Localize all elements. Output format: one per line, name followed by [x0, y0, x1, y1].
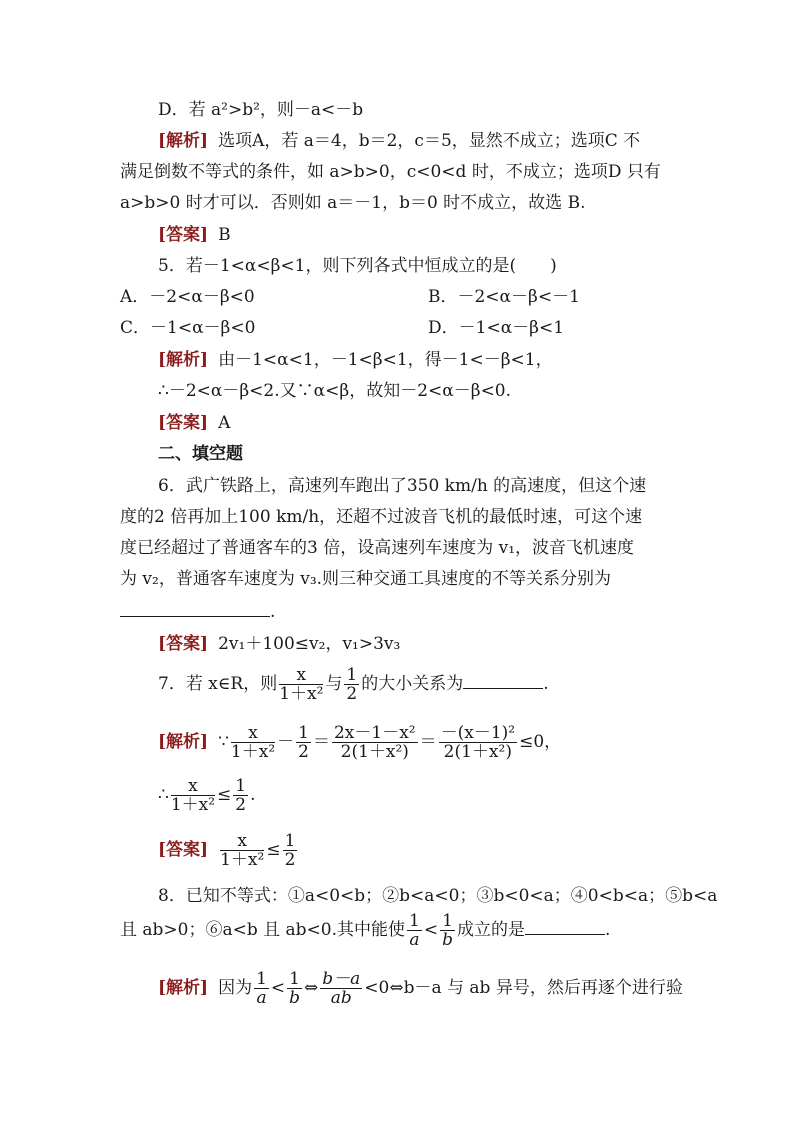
question-6-line-2: 度的2 倍再加上100 km/h，还超不过波音飞机的最低时速，可这个速 [120, 507, 643, 527]
analysis-5-line-2: ∴－2<α－β<2.又∵α<β，故知－2<α－β<0. [158, 381, 512, 401]
option-b: B．－2<α－β<－1 [428, 287, 580, 307]
analysis-tag: [解析] [158, 131, 209, 151]
analysis-tag: [解析] [158, 978, 209, 998]
question-8-line-1: 8．已知不等式：①a<0<b；②b<a<0；③b<0<a；④0<b<a；⑤b<a [158, 886, 718, 906]
fraction-one-half: $\frac{1}{2}$ [346, 665, 358, 704]
fraction-x-over-1px2: $\frac{x}{\text{1＋x²}}$ [279, 665, 324, 704]
options-row-2 [120, 318, 720, 338]
analysis-7-line-2: ∴ $\frac{x}{\text{1＋x²}}$ ≤ $\frac{1}{2}$ . [158, 776, 256, 815]
answer-value: 2v₁＋100≤v₂，v₁>3v₃ [218, 634, 401, 654]
analysis-line-2: 满足倒数不等式的条件，如 a>b>0，c<0<d 时，不成立；选项D 只有 [120, 162, 661, 182]
question-8-line-2: 且 ab>0；⑥a<b 且 ab<0.其中能使 $\frac{1}{a}$ < $\frac{1}{b}$ 成立的是 . [120, 911, 611, 950]
answer-blank [120, 600, 270, 617]
analysis-7-line-1: [解析] ∵ $\frac{x}{\text{1＋x²}}$ － $\frac{1}{2}$ ＝ $\frac{\text{2x－1－x²}}{\text{2(1＋x²)}}$ ＝ $\frac{\text{－(x－1)²}}{\text{2(1＋x²)}}$ ≤0， [158, 723, 562, 762]
answer-tag: [答案] [158, 634, 209, 654]
answer-line-4 [158, 225, 231, 245]
analysis-text: 由－1<α<1，－1<β<1，得－1<－β<1， [218, 350, 553, 370]
analysis-8-line: [解析] 因为 $\frac{1}{a}$ < $\frac{1}{b}$ ⇔ $\frac{b-a}{ab}$ <0⇔b－a 与 ab 异号，然后再逐个进行验 [158, 969, 683, 1008]
question-6-line-1: 6．武广铁路上，高速列车跑出了350 km/h 的高速度，但这个速 [158, 476, 647, 496]
section-heading: 二、填空题 [158, 444, 243, 464]
analysis-5-line-1 [158, 350, 553, 370]
option-d-line: D．若 a²>b²，则－a<－b [158, 100, 364, 120]
analysis-line-1 [158, 131, 640, 151]
answer-blank [463, 672, 543, 689]
options-row-1 [120, 287, 720, 307]
question-7: 7．若 x∈R，则 $\frac{x}{\text{1＋x²}}$ 与 $\frac{1}{2}$ 的大小关系为 . [158, 665, 549, 704]
analysis-tag: [解析] [158, 350, 209, 370]
q7-text: 7．若 x∈R，则 [158, 674, 278, 694]
answer-value: A [218, 413, 231, 433]
answer-blank [525, 918, 605, 935]
question-5: 5．若－1<α<β<1，则下列各式中恒成立的是( ) [158, 256, 557, 276]
period: . [270, 602, 276, 622]
question-6-line-4: 为 v₂，普通客车速度为 v₃.则三种交通工具速度的不等关系分别为 [120, 569, 612, 589]
analysis-text: 选项A，若 a＝4，b＝2，c＝5，显然不成立；选项C 不 [218, 131, 641, 151]
option-d: D．－1<α－β<1 [428, 318, 565, 338]
question-6-blank-line [120, 600, 275, 622]
analysis-tag: [解析] [158, 732, 209, 752]
answer-value: B [218, 225, 231, 245]
answer-7-line: [答案] $\frac{x}{\text{1＋x²}}$ ≤ $\frac{1}{2}$ [158, 831, 296, 870]
answer-5-line [158, 413, 230, 433]
answer-tag: [答案] [158, 413, 209, 433]
answer-6-line [158, 634, 400, 654]
option-a: A．－2<α－β<0 [120, 287, 255, 307]
option-c: C．－1<α－β<0 [120, 318, 256, 338]
answer-tag: [答案] [158, 225, 209, 245]
question-6-line-3: 度已经超过了普通客车的3 倍，设高速列车速度为 v₁，波音飞机速度 [120, 538, 635, 558]
analysis-line-3: a>b>0 时才可以．否则如 a＝－1，b＝0 时不成立，故选 B. [120, 193, 586, 213]
answer-tag: [答案] [158, 840, 209, 860]
